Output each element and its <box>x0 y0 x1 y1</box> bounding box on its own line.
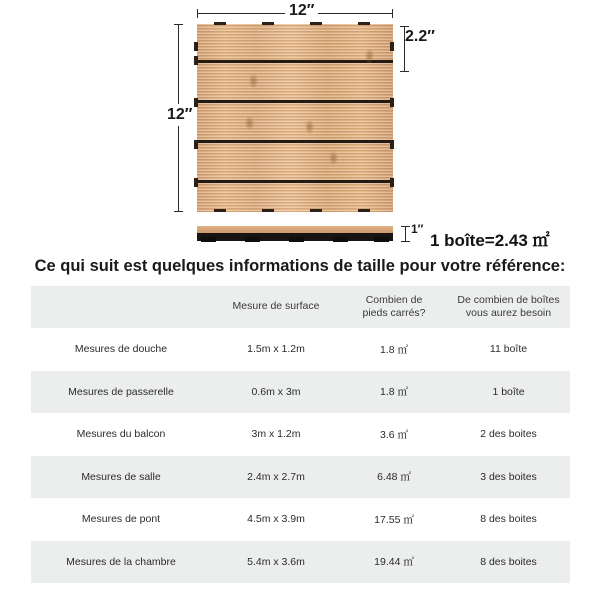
tile-connector-clip <box>194 98 198 107</box>
table-row <box>31 498 570 541</box>
side-view-wood-surface <box>197 226 393 233</box>
table-header <box>31 286 570 328</box>
cell-surface-measure: 1.5m x 1.2m <box>247 343 305 356</box>
column-header-room-type <box>31 286 211 328</box>
thickness-dimension-label: 1″ <box>411 222 424 236</box>
column-header-boxes-needed-line1: De combien de boîtes <box>457 293 560 306</box>
side-view-base-foot <box>201 237 216 242</box>
top-dimension-tick-left <box>197 9 198 18</box>
table-row <box>31 328 570 371</box>
tile-connector-clip <box>194 42 198 51</box>
column-header-boxes-needed <box>447 286 570 328</box>
wood-knot <box>249 74 258 88</box>
column-header-square-feet <box>341 286 447 328</box>
tile-connector-clip <box>310 22 322 25</box>
cell-room-type: Mesures de passerelle <box>68 385 174 398</box>
slat-dimension-tick-bottom <box>400 71 409 72</box>
cell-boxes-needed: 3 des boites <box>480 470 537 483</box>
tile-connector-clip <box>194 56 198 65</box>
cell-square-feet: 1.8 ㎡ <box>379 343 408 356</box>
side-view-base-foot <box>374 237 389 242</box>
wood-slat <box>197 24 393 60</box>
cell-surface-measure: 0.6m x 3m <box>251 385 301 398</box>
cell-square-feet: 17.55 ㎡ <box>374 513 414 526</box>
thickness-dimension-tick-top <box>401 226 410 227</box>
cell-surface-measure: 5.4m x 3.6m <box>247 555 305 568</box>
cell-square-feet: 1.8 ㎡ <box>379 386 408 399</box>
tile-connector-clip <box>194 178 198 187</box>
wood-knot <box>245 116 254 130</box>
table-row <box>31 371 570 414</box>
slat-dimension-tick-top <box>400 26 409 27</box>
cell-boxes-needed: 2 des boites <box>480 428 537 441</box>
wood-slat <box>197 143 393 180</box>
wood-slat <box>197 63 393 100</box>
slat-height-dimension-label: 2.2″ <box>405 28 435 45</box>
wood-knot <box>305 120 314 134</box>
table-body <box>31 328 570 583</box>
deck-tile-top-view <box>197 24 393 212</box>
cell-square-feet: 19.44 ㎡ <box>374 556 414 569</box>
table-row <box>31 413 570 456</box>
cell-square-feet: 3.6 ㎡ <box>379 428 408 441</box>
size-reference-table <box>31 286 570 583</box>
wood-knot <box>329 151 338 165</box>
box-coverage-note: 1 boîte=2.43 ㎡ <box>430 231 550 250</box>
deck-tile-side-view <box>197 226 393 242</box>
width-dimension-label: 12″ <box>285 2 318 20</box>
side-view-base-foot <box>333 237 348 242</box>
cell-boxes-needed: 1 boîte <box>492 385 525 398</box>
cell-surface-measure: 3m x 1.2m <box>251 428 301 441</box>
cell-surface-measure: 2.4m x 2.7m <box>247 470 305 483</box>
table-header-row <box>31 286 570 328</box>
tile-connector-clip <box>262 209 274 212</box>
cell-boxes-needed: 8 des boites <box>480 555 537 568</box>
tile-connector-clip <box>390 42 394 51</box>
product-dimension-diagram <box>0 0 600 255</box>
side-view-base-foot <box>245 237 260 242</box>
height-dimension-label: 12″ <box>167 104 192 126</box>
section-heading: Ce qui suit est quelques informations de taille pour votre référence: <box>34 257 566 275</box>
tile-connector-clip <box>358 22 370 25</box>
left-dimension-tick-top <box>174 24 183 25</box>
thickness-dimension-tick-bottom <box>401 241 410 242</box>
cell-surface-measure: 4.5m x 3.9m <box>247 513 305 526</box>
wood-knot <box>365 49 374 63</box>
tile-connector-clip <box>390 98 394 107</box>
side-view-base-foot <box>289 237 304 242</box>
column-header-surface-measure: Mesure de surface <box>232 300 320 313</box>
tile-connector-clip <box>390 140 394 149</box>
tile-connector-clip <box>194 140 198 149</box>
tile-connector-clip <box>390 178 394 187</box>
cell-square-feet: 6.48 ㎡ <box>377 471 411 484</box>
tile-connector-clip <box>262 22 274 25</box>
cell-room-type: Mesures de douche <box>74 343 168 356</box>
table-row <box>31 456 570 499</box>
column-header-boxes-needed-line2: vous aurez besoin <box>465 307 552 319</box>
cell-boxes-needed: 11 boîte <box>489 343 528 356</box>
left-dimension-tick-bottom <box>174 211 183 212</box>
cell-room-type: Mesures de la chambre <box>66 555 176 568</box>
wood-slat <box>197 183 393 212</box>
column-header-square-feet-line1: Combien de <box>365 293 423 306</box>
tile-connector-clip <box>214 22 226 25</box>
top-dimension-tick-right <box>392 9 393 18</box>
table-row <box>31 541 570 584</box>
tile-connector-clip <box>310 209 322 212</box>
column-header-square-feet-line2: pieds carrés? <box>362 307 426 319</box>
thickness-dimension-line <box>405 226 406 242</box>
cell-room-type: Mesures de pont <box>81 513 161 526</box>
cell-boxes-needed: 8 des boites <box>480 513 537 526</box>
wood-slat <box>197 103 393 140</box>
cell-room-type: Mesures de salle <box>81 470 161 483</box>
cell-room-type: Mesures du balcon <box>76 428 166 441</box>
tile-connector-clip <box>358 209 370 212</box>
tile-connector-clip <box>214 209 226 212</box>
